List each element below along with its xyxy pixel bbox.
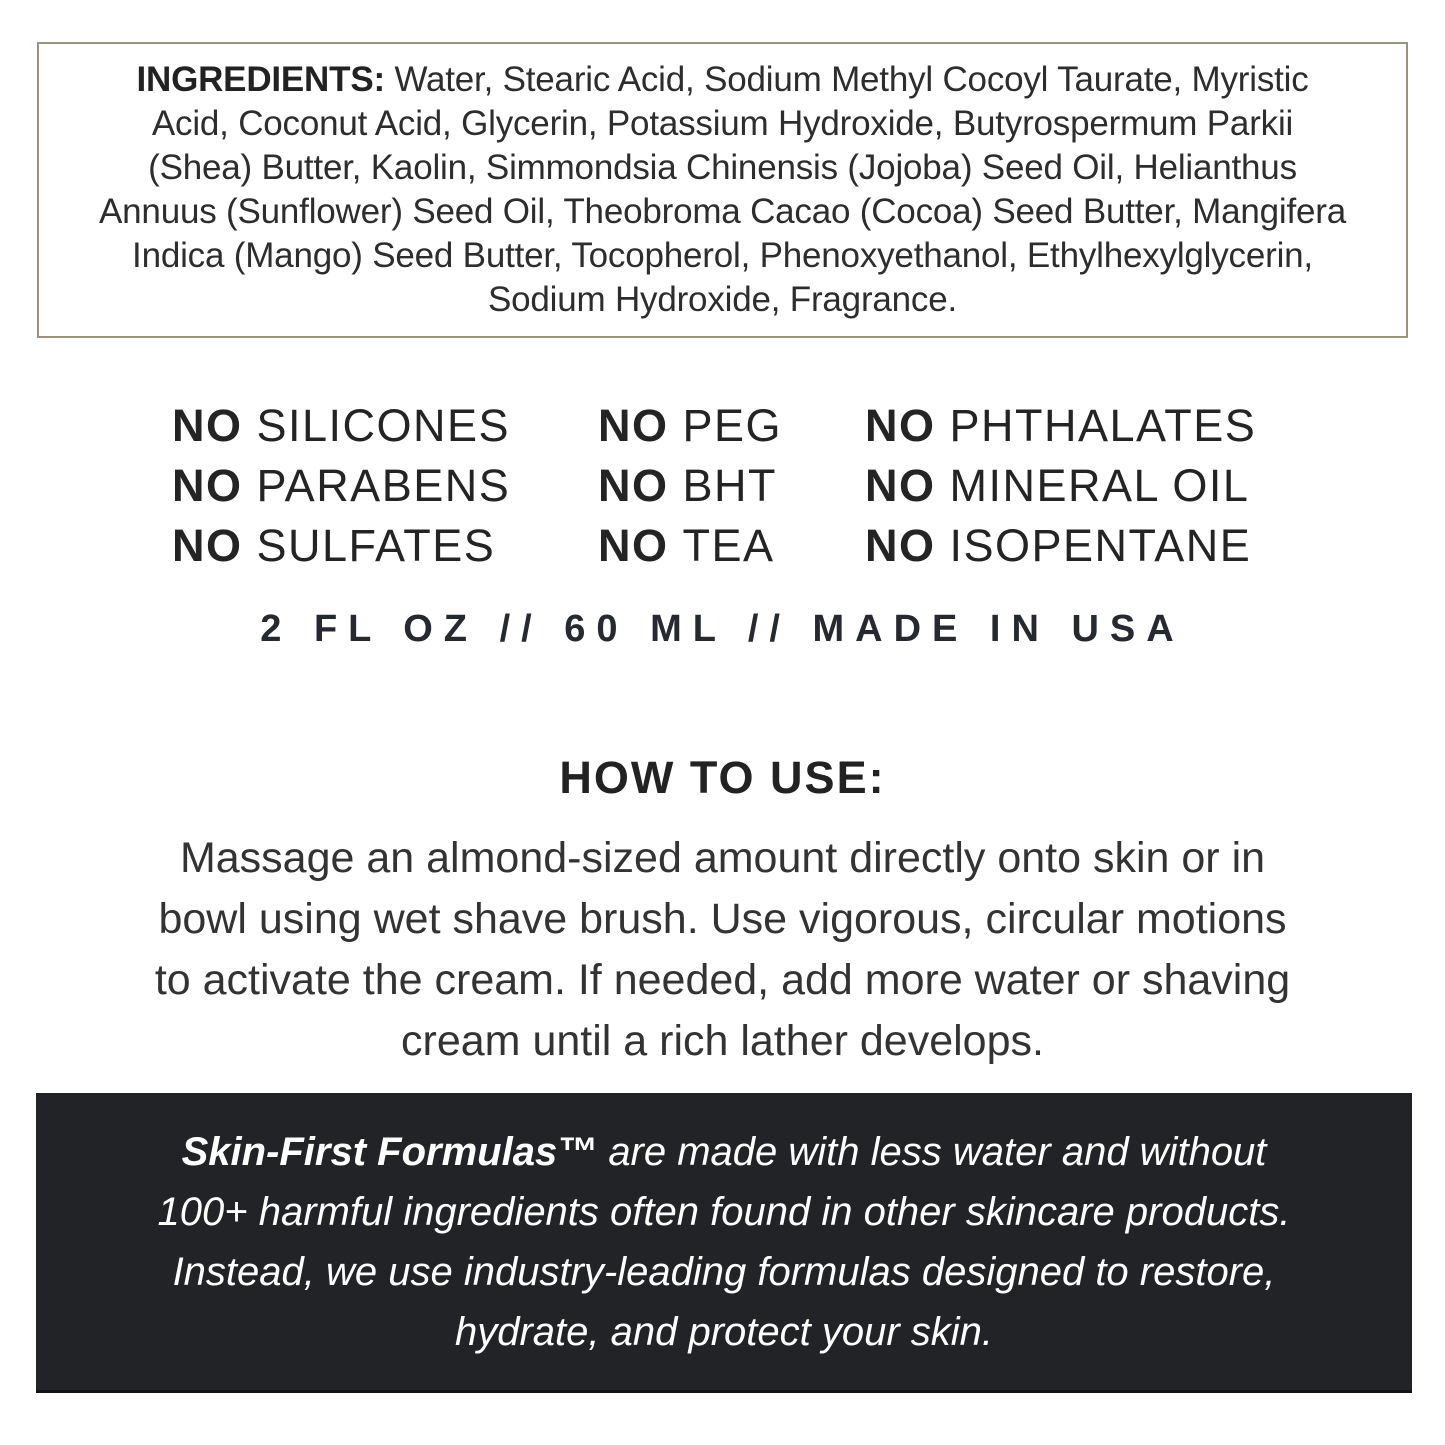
ingredients-line: Indica (Mango) Seed Butter, Tocopherol, Phenoxyethanol, Ethylhexylglycerin, [132,236,1313,275]
how-to-use-section [0,752,1445,1072]
no-word: NO [172,400,243,451]
size-origin-line: 2 FL OZ // 60 ML // MADE IN USA [260,608,1185,650]
no-word: NO [172,520,243,571]
claim-label: BHT [682,460,777,511]
claim-label: SILICONES [256,400,511,451]
claim-no-mineral-oil [865,460,1272,512]
claim-no-phthalates [865,400,1272,452]
brand-formula-lead: Skin-First Formulas™ [181,1129,598,1174]
claim-no-isopentane [865,520,1272,572]
claim-label: ISOPENTANE [949,520,1252,571]
claim-no-bht [598,460,865,512]
claim-label: PEG [682,400,783,451]
no-word: NO [865,400,936,451]
formula-note-line [158,1122,1291,1182]
claim-label: MINERAL OIL [949,460,1250,511]
formula-note-line: 100+ harmful ingredients often found in other skincare products. [157,1189,1291,1234]
ingredients-label: INGREDIENTS: [136,60,385,99]
no-word: NO [598,520,669,571]
ingredients-text [99,58,1346,322]
formula-note-text [158,1122,1291,1362]
how-to-use-line: to activate the cream. If needed, add more water or shaving [154,956,1291,1004]
ingredients-line-text: Water, Stearic Acid, Sodium Methyl Cocoyl Taurate, Myristic [394,60,1309,99]
claim-label: PARABENS [256,460,511,511]
claim-no-silicones [172,400,598,452]
no-word: NO [598,460,669,511]
free-of-claims-grid [172,396,1272,576]
no-word: NO [172,460,243,511]
how-to-use-line: Massage an almond-sized amount directly onto skin or in [179,834,1266,882]
claim-label: TEA [682,520,775,571]
formula-note-line: Instead, we use industry-leading formulas designed to restore, [172,1249,1276,1294]
claim-label: SULFATES [256,520,496,571]
no-word: NO [865,460,936,511]
formula-note-line-text: are made with less water and without [608,1129,1267,1174]
formula-note-line: hydrate, and protect your skin. [454,1309,994,1354]
ingredients-panel [37,42,1408,338]
claim-no-sulfates [172,520,598,572]
how-to-use-line: cream until a rich lather develops. [401,1017,1044,1065]
ingredients-line [99,58,1346,102]
formula-note-panel [36,1093,1412,1393]
ingredients-line: Annuus (Sunflower) Seed Oil, Theobroma Cacao (Cocoa) Seed Butter, Mangifera [99,192,1346,231]
how-to-use-heading: HOW TO USE: [559,752,886,803]
ingredients-line: (Shea) Butter, Kaolin, Simmondsia Chinensis (Jojoba) Seed Oil, Helianthus [148,148,1297,187]
no-word: NO [598,400,669,451]
how-to-use-line: bowl using wet shave brush. Use vigorous, circular motions [158,895,1287,943]
claim-no-parabens [172,460,598,512]
claim-label: PHTHALATES [949,400,1257,451]
claim-no-tea [598,520,865,572]
ingredients-line: Acid, Coconut Acid, Glycerin, Potassium Hydroxide, Butyrospermum Parkii [151,104,1294,143]
claim-no-peg [598,400,865,452]
no-word: NO [865,520,936,571]
ingredients-line: Sodium Hydroxide, Fragrance. [487,280,958,319]
how-to-use-text [0,828,1445,1072]
